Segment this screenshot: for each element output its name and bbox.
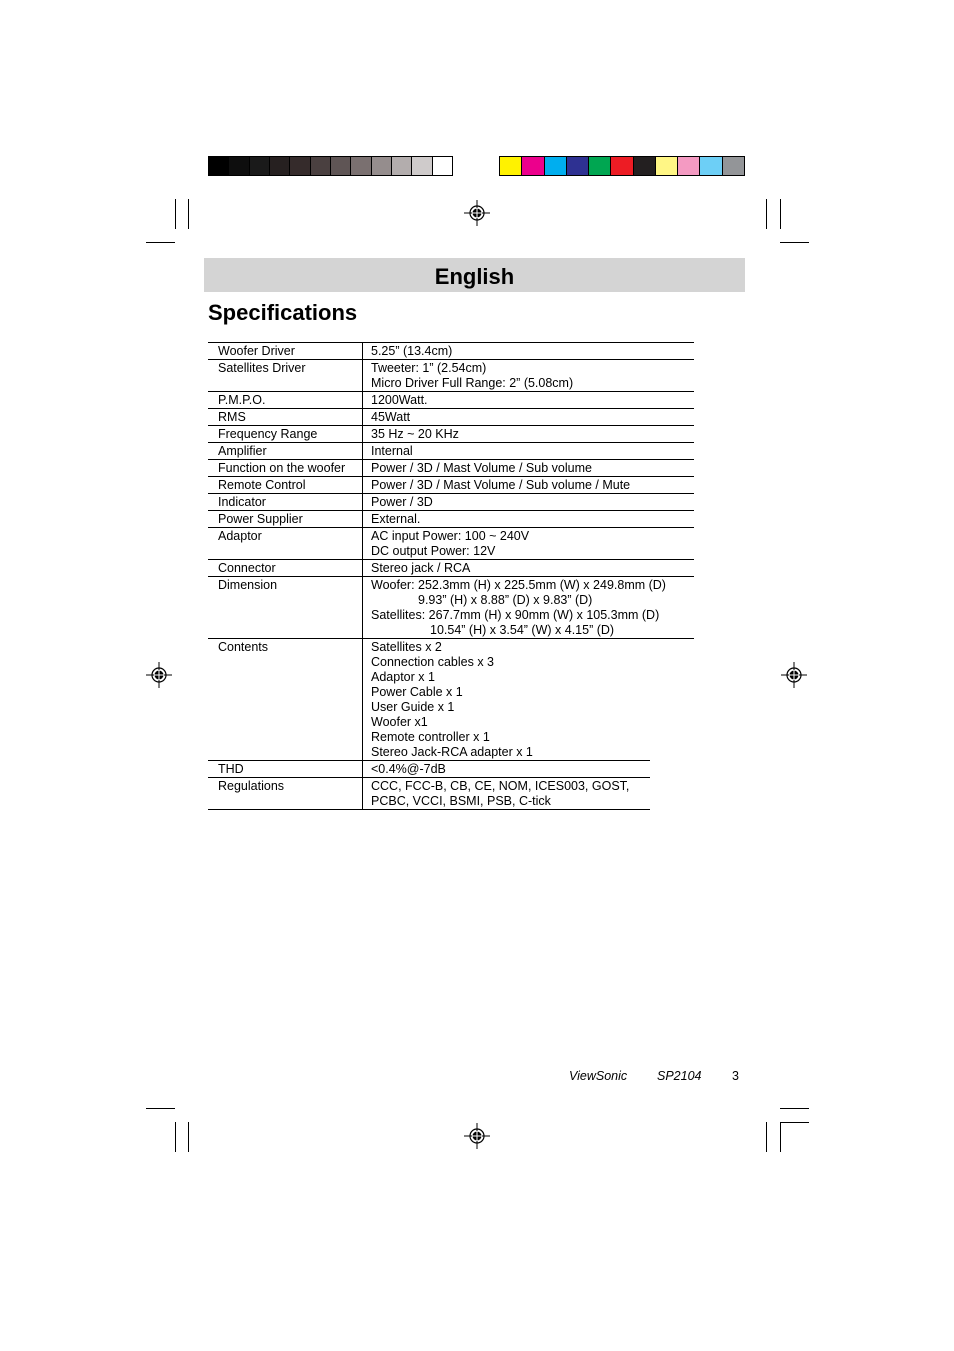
color-swatch [500,157,522,175]
crop-mark [175,199,176,229]
spec-value-line: 45Watt [371,410,411,424]
color-swatch [351,157,371,175]
table-row [208,760,650,777]
spec-label: RMS [208,409,363,425]
spec-value [363,511,694,527]
spec-label: Remote Control [208,477,363,493]
table-row [208,425,694,442]
spec-label: Woofer Driver [208,343,363,359]
color-swatch [567,157,589,175]
color-swatch [290,157,310,175]
spec-label: THD [208,761,363,777]
spec-value-line: External. [371,512,421,526]
crop-mark [780,242,809,243]
spec-value-line: Internal [371,444,413,458]
color-bar [499,156,745,176]
page-number: 3 [732,1069,739,1083]
table-row [208,342,694,359]
registration-mark-icon [464,1123,490,1149]
spec-value [363,560,694,576]
crop-mark [780,1108,809,1109]
crop-mark [175,1122,176,1152]
crop-mark [188,1122,189,1152]
spec-value-line: Woofer x1 [371,715,428,729]
spec-value [363,443,694,459]
spec-value-line: Satellites: 267.7mm (H) x 90mm (W) x 105.3mm (D) [371,608,660,622]
spec-label: Adaptor [208,528,363,559]
table-row [208,777,650,810]
spec-value-line: Connection cables x 3 [371,655,494,669]
spec-value-line: 1200Watt. [371,393,428,407]
spec-label: P.M.P.O. [208,392,363,408]
crop-mark [146,242,175,243]
color-swatch [229,157,249,175]
spec-value-line: AC input Power: 100 ~ 240V [371,529,530,543]
spec-value [363,761,650,777]
spec-value-line: 10.54” (H) x 3.54” (W) x 4.15” (D) [430,623,615,637]
spec-value [363,577,694,638]
spec-value-line: Remote controller x 1 [371,730,490,744]
color-swatch [250,157,270,175]
spec-value-line: Stereo Jack-RCA adapter x 1 [371,745,533,759]
spec-label: Regulations [208,778,363,809]
color-swatch [678,157,700,175]
table-row [208,527,694,559]
spec-label: Connector [208,560,363,576]
spec-value-line: 9.93” (H) x 8.88” (D) x 9.83” (D) [418,593,593,607]
spec-value-line: 35 Hz ~ 20 KHz [371,427,459,441]
spec-value-line: CCC, FCC-B, CB, CE, NOM, ICES003, GOST, [371,779,630,793]
registration-mark-icon [146,662,172,688]
crop-mark [766,199,767,229]
spec-value [363,360,694,391]
spec-value [363,639,694,760]
color-swatch [611,157,633,175]
table-row [208,391,694,408]
crop-mark [766,1122,767,1152]
spec-label: Power Supplier [208,511,363,527]
spec-value-line: User Guide x 1 [371,700,455,714]
color-swatch [331,157,351,175]
table-row [208,638,694,760]
crop-mark [780,1122,781,1152]
spec-label: Function on the woofer [208,460,363,476]
color-swatch [412,157,432,175]
crop-mark [780,1122,809,1123]
table-row [208,576,694,638]
crop-mark [146,1108,175,1109]
spec-value [363,392,694,408]
footer-brand: ViewSonic [569,1069,628,1083]
crop-mark [780,199,781,229]
color-swatch [372,157,392,175]
spec-value [363,778,650,809]
spec-label: Contents [208,639,363,760]
spec-value-line: Tweeter: 1” (2.54cm) [371,361,487,375]
spec-value-line: Woofer: 252.3mm (H) x 225.5mm (W) x 249.8mm (D) [371,578,666,592]
page-title: Specifications [208,300,358,325]
spec-label: Amplifier [208,443,363,459]
spec-value [363,494,694,510]
table-row [208,442,694,459]
color-swatch [700,157,722,175]
spec-value-line: PCBC, VCCI, BSMI, PSB, C-tick [371,794,551,808]
table-row [208,559,694,576]
color-swatch [634,157,656,175]
crop-mark [188,199,189,229]
table-row [208,359,694,391]
spec-value-line: Power / 3D [371,495,433,509]
table-row [208,510,694,527]
spec-value [363,528,694,559]
language-title: English [434,264,515,289]
spec-value [363,409,694,425]
color-swatch [723,157,744,175]
spec-value-line: Power Cable x 1 [371,685,463,699]
grayscale-bar [208,156,453,176]
spec-value [363,343,694,359]
color-swatch [545,157,567,175]
spec-value-line: Power / 3D / Mast Volume / Sub volume / Mute [371,478,631,492]
color-swatch [392,157,412,175]
spec-label: Dimension [208,577,363,638]
spec-label: Frequency Range [208,426,363,442]
spec-value-line: Power / 3D / Mast Volume / Sub volume [371,461,592,475]
registration-mark-icon [781,662,807,688]
table-row [208,408,694,425]
spec-value-line: 5.25” (13.4cm) [371,344,453,358]
color-swatch [589,157,611,175]
registration-mark-icon [464,200,490,226]
spec-label: Indicator [208,494,363,510]
spec-value-line: Satellites x 2 [371,640,442,654]
spec-value [363,426,694,442]
footer-model: SP2104 [657,1069,702,1083]
spec-value-line: Adaptor x 1 [371,670,435,684]
spec-table [208,342,694,810]
color-swatch [209,157,229,175]
spec-value [363,477,694,493]
color-swatch [433,157,452,175]
table-row [208,476,694,493]
spec-value-line: <0.4%@-7dB [371,762,446,776]
spec-value-line: Stereo jack / RCA [371,561,471,575]
table-row [208,493,694,510]
color-swatch [270,157,290,175]
color-swatch [311,157,331,175]
spec-value-line: Micro Driver Full Range: 2” (5.08cm) [371,376,574,390]
spec-label: Satellites Driver [208,360,363,391]
color-swatch [522,157,544,175]
color-swatch [656,157,678,175]
spec-value [363,460,694,476]
language-band [204,258,745,292]
spec-value-line: DC output Power: 12V [371,544,496,558]
table-row [208,459,694,476]
